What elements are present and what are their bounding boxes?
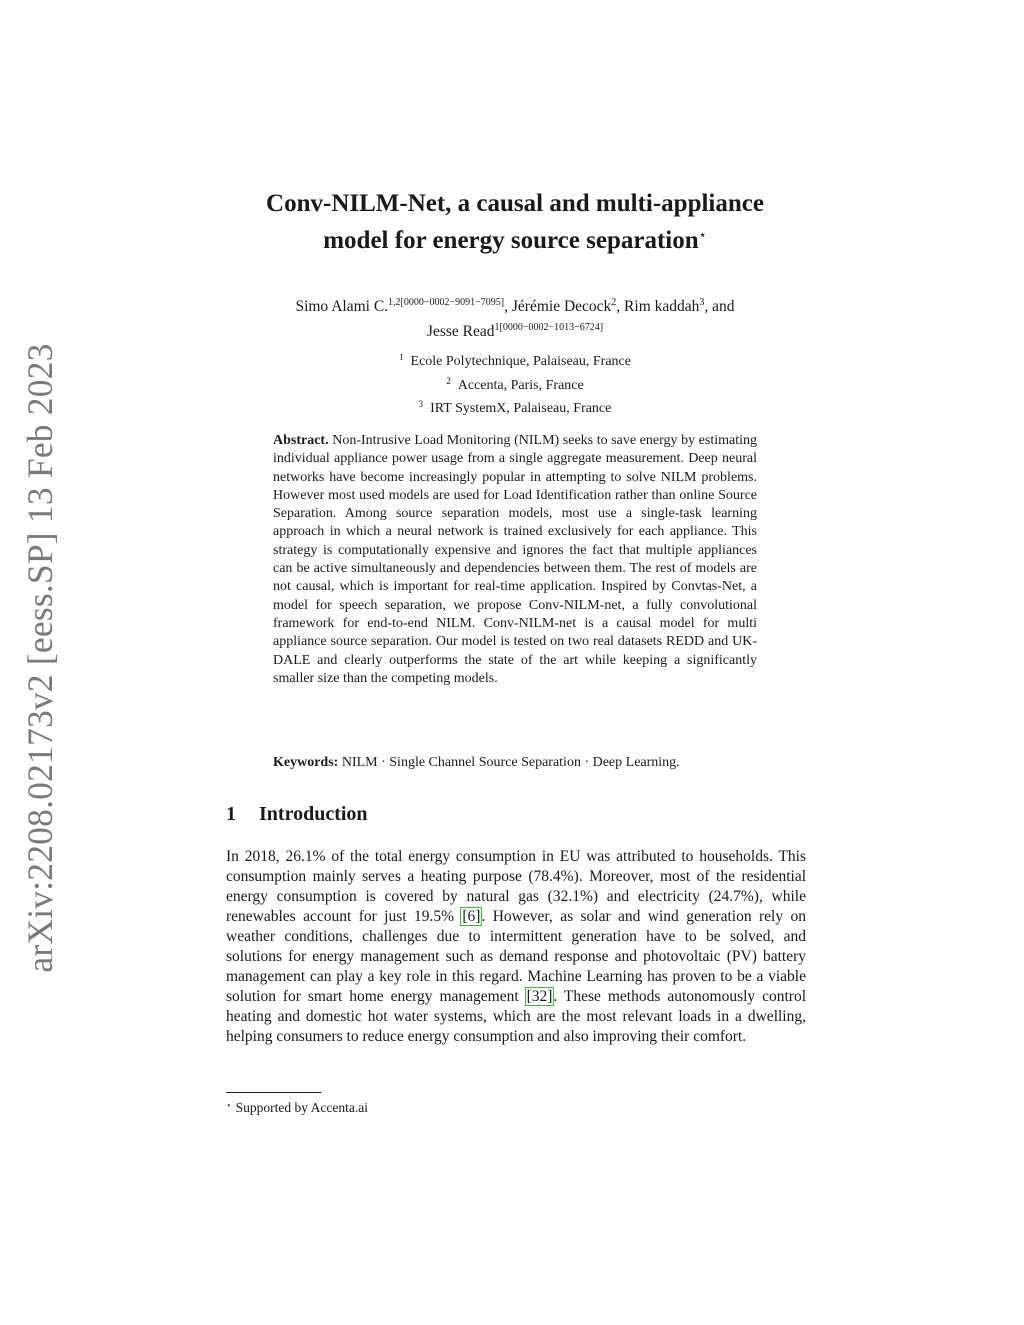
author-line-1	[220, 292, 810, 317]
paper-title-line-2-text: model for energy source separation	[323, 227, 699, 254]
keywords-text: NILM · Single Channel Source Separation · Deep Learning.	[341, 755, 680, 770]
affiliation-item	[230, 348, 800, 372]
author-list	[220, 292, 810, 342]
author-conjunction: , and	[704, 298, 735, 315]
author-1-affiliation: 1,2[0000−0002−9091−7095]	[388, 297, 505, 308]
paper-title	[230, 188, 800, 256]
author-4-affiliation: 1[0000−0002−1013−6724]	[494, 322, 604, 333]
abstract-label: Abstract.	[273, 433, 329, 448]
section-heading	[226, 802, 368, 826]
affiliation-list	[230, 348, 800, 419]
intro-text-part-2: . However, as solar and wind generation rely on weather conditions, challenges due to intermittent generation have to be solved, and solutions for energy management such as demand response and photovoltaic (PV) battery management can play a key role in this regard. Machine Learning has proven to be a viable solution for smart home energy management	[226, 908, 806, 1005]
author-3-affiliation: 3	[699, 297, 705, 308]
author-line-2	[220, 317, 810, 342]
affiliation-item	[230, 395, 800, 419]
citation-link-32[interactable]: [32]	[526, 988, 553, 1005]
keywords-label: Keywords:	[273, 755, 339, 770]
section-title: Introduction	[259, 803, 368, 825]
author-3-name: , Rim kaddah	[616, 298, 700, 315]
paper-title-line-1: Conv-NILM-Net, a causal and multi-appliance	[266, 190, 764, 217]
title-footnote-marker: ⋆	[698, 227, 707, 242]
arxiv-identifier-stamp: arXiv:2208.02173v2 [eess.SP] 13 Feb 2023	[20, 343, 60, 973]
keywords	[273, 754, 757, 772]
intro-text-part-3: . These methods autonomously control heating and domestic hot water systems, which are the most relevant loads in a dwelling, helping consumers to reduce energy consumption and also improving their comfort.	[226, 988, 806, 1045]
intro-text-part-1: In 2018, 26.1% of the total energy consumption in EU was attributed to households. This consumption mainly serves a heating purpose (78.4%). Moreover, most of the residential energy consumption is covered by natural gas (32.1%) and electricity (24.7%), while renewables account for just 19.5%	[226, 848, 806, 925]
author-1-name: Simo Alami C.	[295, 298, 389, 315]
paper-title-line-2	[230, 219, 800, 256]
abstract-text: Non-Intrusive Load Monitoring (NILM) seeks to save energy by estimating individual appliance power usage from a single aggregate measurement. Deep neural networks have become increasingly popular in attempting to solve NILM problems. However most used models are used for Load Identification rather than online Source Separation. Among source separation models, most use a single-task learning approach in which a neural network is trained exclusively for each appliance. This strategy is computationally expensive and ignores the fact that multiple appliances can be active simultaneously and dependencies between them. The rest of models are not causal, which is important for real-time application. Inspired by Convtas-Net, a model for speech separation, we propose Conv-NILM-net, a fully convolutional framework for end-to-end NILM. Conv-NILM-net is a causal model for multi appliance source separation. Our model is tested on two real datasets REDD and UK-DALE and clearly outperforms the state of the art while keeping a significantly smaller size than the competing models.	[273, 433, 758, 686]
affiliation-number: 2	[446, 375, 451, 386]
section-number: 1	[226, 803, 236, 825]
author-2-name: , Jérémie Decock	[504, 298, 612, 315]
affiliation-item	[230, 372, 800, 396]
author-4-name: Jesse Read	[426, 323, 495, 340]
footnote-marker: ⋆	[226, 1100, 232, 1110]
abstract	[273, 432, 757, 688]
affiliation-text: Ecole Polytechnique, Palaiseau, France	[410, 354, 631, 369]
citation-link-6[interactable]: [6]	[462, 908, 481, 925]
affiliation-number: 1	[399, 352, 404, 362]
footnote	[226, 1096, 368, 1117]
introduction-paragraph	[226, 847, 806, 1047]
author-2-affiliation: 2	[611, 297, 617, 308]
footnote-text: Supported by Accenta.ai	[235, 1100, 368, 1115]
footnote-rule	[226, 1092, 321, 1093]
affiliation-text: IRT SystemX, Palaiseau, France	[430, 401, 612, 416]
affiliation-text: Accenta, Paris, France	[457, 377, 584, 393]
affiliation-number: 3	[418, 399, 424, 409]
